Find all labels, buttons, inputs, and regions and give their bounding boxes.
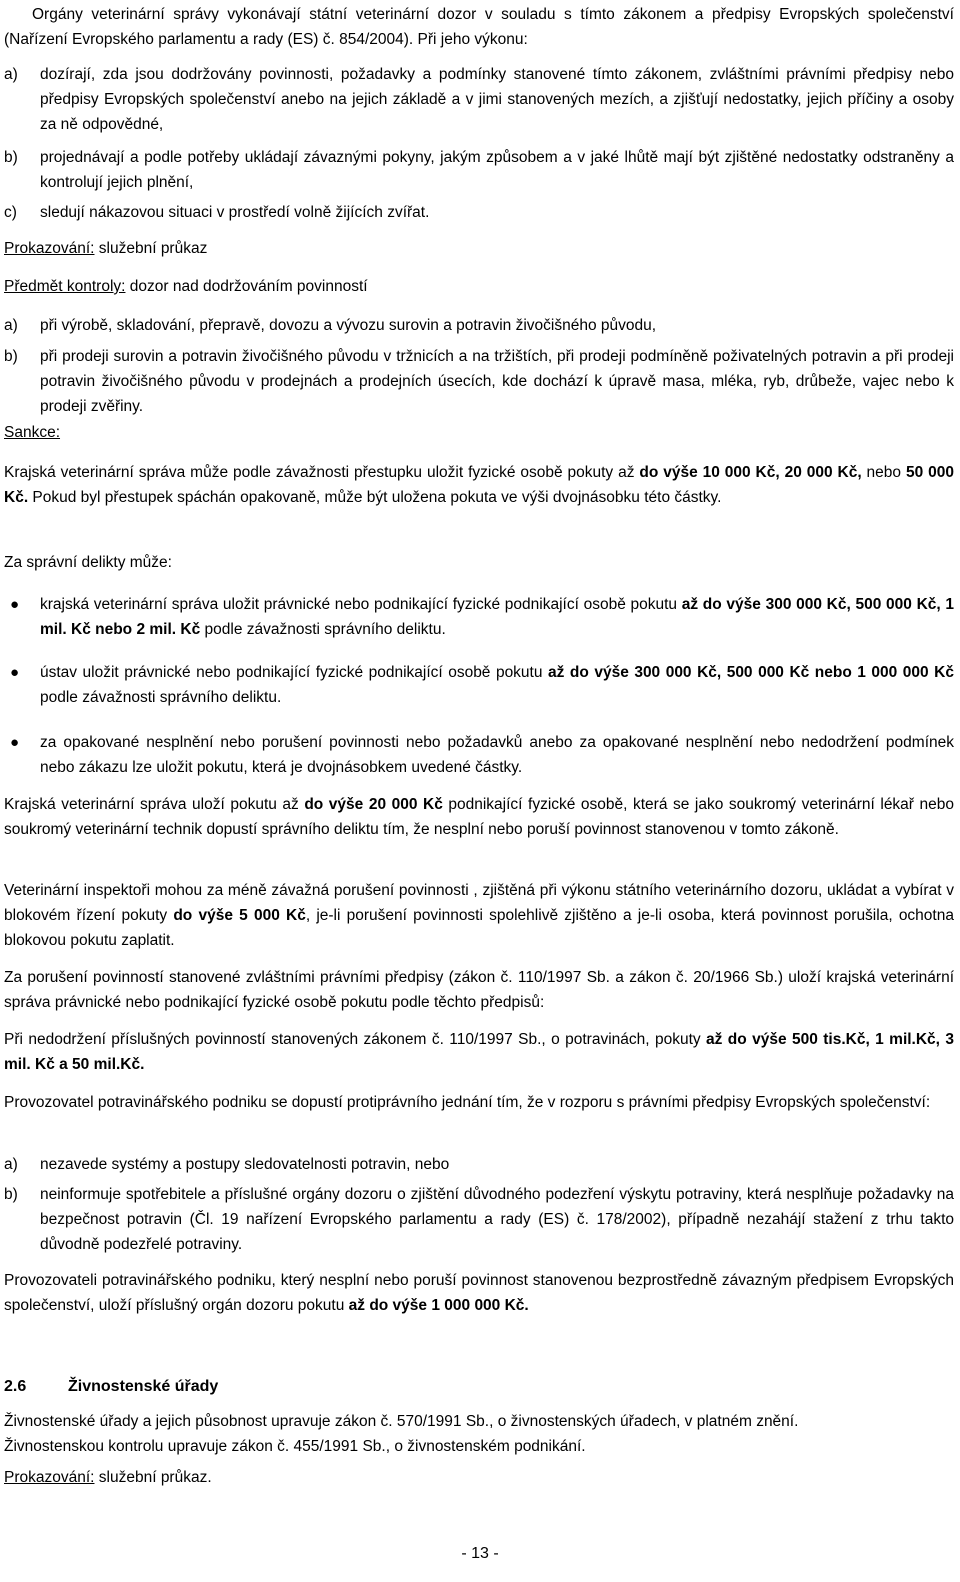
- text-run: Provozovateli potravinářského podniku, který nesplní nebo poruší povinnost stanovenou bezprostředně závazným předpisem Evropských společenství, uloží příslušný orgán dozoru pokutu: [4, 1272, 954, 1314]
- text-run: podnikající fyzické osobě, která se jako soukromý veterinární lékař nebo soukromý veterinární technik dopustí správního deliktu tím, že nesplní nebo poruší povinnost stanovenou v tomto zákoně.: [4, 796, 954, 838]
- list-item: [4, 313, 954, 338]
- list-marker: a): [4, 317, 18, 334]
- prokazovani-label: Prokazování:: [4, 240, 95, 257]
- list-text: neinformuje spotřebitele a příslušné orgány dozoru o zjištění důvodného podezření výskytu potraviny, která nesplňuje požadavky na bezpečnost potravin (Čl. 19 nařízení Evropského parlamentu a rady (ES) č. 178/2002), případně nezahájí stažení z trhu takto důvodně podezřelé potraviny.: [40, 1186, 954, 1253]
- zivnostenske-urady-paragraph: Živnostenské úřady a jejich působnost upravuje zákon č. 570/1991 Sb., o živnostenských úřadech, v platném znění.: [4, 1413, 799, 1430]
- list-text: při prodeji surovin a potravin živočišného původu v tržnicích a na tržištích, při prodeji podmíněně poživatelných potravin a při prodeji potravin živočišného původu v prodejnách a prodejních úsecích, kde dochází k úpravě masa, mléka, ryb, drůbeže, vajec nebo k prodeji zvěřiny.: [40, 348, 954, 415]
- list-text: nezavede systémy a postupy sledovatelnosti potravin, nebo: [40, 1156, 450, 1173]
- prokazovani-text: služební průkaz.: [94, 1469, 212, 1486]
- intro-paragraph: Orgány veterinární správy vykonávají státní veterinární dozor v souladu s tímto zákonem a předpisy Evropských společenství (Nařízení Evropského parlamentu a rady (ES) č. 854/2004). Při jeho výkonu:: [4, 6, 954, 48]
- bold-run: až do výše 500 tis.Kč, 1 mil.Kč, 3 mil. Kč a 50 mil.Kč.: [4, 1031, 954, 1073]
- prokazovani-line: [4, 236, 954, 261]
- text-run: podle závažnosti správního deliktu.: [40, 689, 282, 706]
- bullet-item: [4, 660, 954, 710]
- predmet-text: dozor nad dodržováním povinností: [125, 278, 368, 295]
- bullet-icon: ●: [10, 596, 20, 613]
- list-marker: c): [4, 204, 17, 221]
- bold-run: až do výše 300 000 Kč, 500 000 Kč, 1 mil. Kč nebo 2 mil. Kč: [40, 596, 954, 638]
- krajska-sprava-lekar-paragraph: [4, 792, 954, 842]
- bold-run: do výše 10 000 Kč, 20 000 Kč,: [639, 464, 862, 481]
- list-item: [4, 62, 954, 137]
- inspektori-paragraph: [4, 878, 954, 953]
- list-marker: b): [4, 1186, 18, 1203]
- list-text: dozírají, zda jsou dodržovány povinnosti, požadavky a podmínky stanovené tímto zákonem, zvláštními právními předpisy nebo předpisy Evropských společenství anebo na jejich základě a v jimi stanovených mezích, a zjišťují nedostatky, jejich příčiny a osoby za ně odpovědné,: [40, 66, 954, 133]
- prokazovani-text: služební průkaz: [94, 240, 208, 257]
- section-number: 2.6: [4, 1378, 27, 1395]
- bullet-item: [4, 730, 954, 780]
- text-run: Veterinární inspektoři mohou za méně závažná porušení povinnosti , zjištěná při výkonu státního veterinárního dozoru, ukládat a vybírat v blokovém řízení pokuty: [4, 882, 954, 924]
- sankce-heading: [4, 420, 954, 445]
- provozovatel-paragraph: Provozovatel potravinářského podniku se dopustí protiprávního jednání tím, že v rozporu s právními předpisy Evropských společenství:: [4, 1094, 931, 1111]
- list-marker: b): [4, 149, 18, 166]
- sankce-label: Sankce:: [4, 424, 61, 441]
- text-run: krajská veterinární správa uložit právnické nebo podnikající fyzické podnikající osobě pokutu: [40, 596, 682, 613]
- text-run: Krajská veterinární správa uloží pokutu až: [4, 796, 305, 813]
- list-item: [4, 200, 954, 225]
- text-run: nebo: [861, 464, 906, 481]
- text-run: Při nedodržení příslušných povinností stanovených zákonem č. 110/1997 Sb., o potravinách, pokuty: [4, 1031, 707, 1048]
- text-run: podle závažnosti správního deliktu.: [200, 621, 446, 638]
- bullet-text: [40, 660, 954, 710]
- list-marker: a): [4, 1156, 18, 1173]
- predmet-label: Předmět kontroly:: [4, 278, 126, 295]
- text-run: ústav uložit právnické nebo podnikající fyzické podnikající osobě pokutu: [40, 664, 548, 681]
- list-item: [4, 145, 954, 195]
- section-title: Živnostenské úřady: [68, 1378, 219, 1395]
- bullet-icon: ●: [10, 664, 20, 681]
- text-run: Krajská veterinární správa může podle závažnosti přestupku uložit fyzické osobě pokuty až: [4, 464, 640, 481]
- bold-run: do výše 20 000 Kč: [304, 796, 443, 813]
- bullet-text: [40, 592, 954, 642]
- prokazovani-label: Prokazování:: [4, 1469, 95, 1486]
- list-text: projednávají a podle potřeby ukládají závaznými pokyny, jakým způsobem a v jaké lhůtě mají být zjištěné nedostatky odstraněny a kontrolují jejich plnění,: [40, 149, 954, 191]
- text-run: Pokud byl přestupek spáchán opakovaně, může být uložena pokuta ve výši dvojnásobku této částky.: [28, 489, 722, 506]
- nedodrzeni-paragraph: [4, 1027, 954, 1077]
- predmet-kontroly-line: [4, 274, 954, 299]
- krajska-sprava-pokuty-paragraph: [4, 460, 954, 510]
- bold-run: do výše 5 000 Kč: [173, 907, 306, 924]
- text-run: za opakované nesplnění nebo porušení povinnosti nebo požadavků anebo za opakované nesplnění nebo nedodržení podmínek nebo zákazu lze uložit pokutu, která je dvojnásobkem uvedené částky.: [40, 734, 954, 776]
- list-item: [4, 1182, 954, 1257]
- bullet-icon: ●: [10, 734, 20, 751]
- bold-run: až do výše 1 000 000 Kč.: [348, 1297, 529, 1314]
- prokazovani-line: [4, 1465, 954, 1490]
- bold-run: až do výše 300 000 Kč, 500 000 Kč nebo 1 000 000 Kč: [548, 664, 954, 681]
- text-run: , je-li porušení povinnosti spolehlivě zjištěno a je-li osoba, která povinnost porušila, ochotna blokovou pokutu zaplatit.: [4, 907, 954, 949]
- provozovateli-paragraph: [4, 1268, 954, 1318]
- spravni-delikty-label: Za správní delikty může:: [4, 554, 172, 571]
- bullet-text: [40, 730, 954, 780]
- list-marker: a): [4, 66, 18, 83]
- bullet-item: [4, 592, 954, 642]
- list-item: [4, 344, 954, 419]
- list-text: sledují nákazovou situaci v prostředí volně žijících zvířat.: [40, 204, 430, 221]
- list-marker: b): [4, 348, 18, 365]
- section-heading: [4, 1374, 218, 1399]
- list-item: [4, 1152, 954, 1177]
- zivnostenska-kontrola-paragraph: Živnostenskou kontrolu upravuje zákon č. 455/1991 Sb., o živnostenském podnikání.: [4, 1438, 586, 1455]
- page-number: - 13 -: [461, 1545, 499, 1562]
- bold-run: 50 000 Kč.: [4, 464, 954, 506]
- zakon-paragraph: Za porušení povinností stanovené zvláštními právními předpisy (zákon č. 110/1997 Sb. a zákon č. 20/1966 Sb.) uloží krajská veterinární správa právnické nebo podnikající fyzické osobě pokutu podle těchto předpisů:: [4, 969, 954, 1011]
- list-text: při výrobě, skladování, přepravě, dovozu a vývozu surovin a potravin živočišného původu,: [40, 317, 657, 334]
